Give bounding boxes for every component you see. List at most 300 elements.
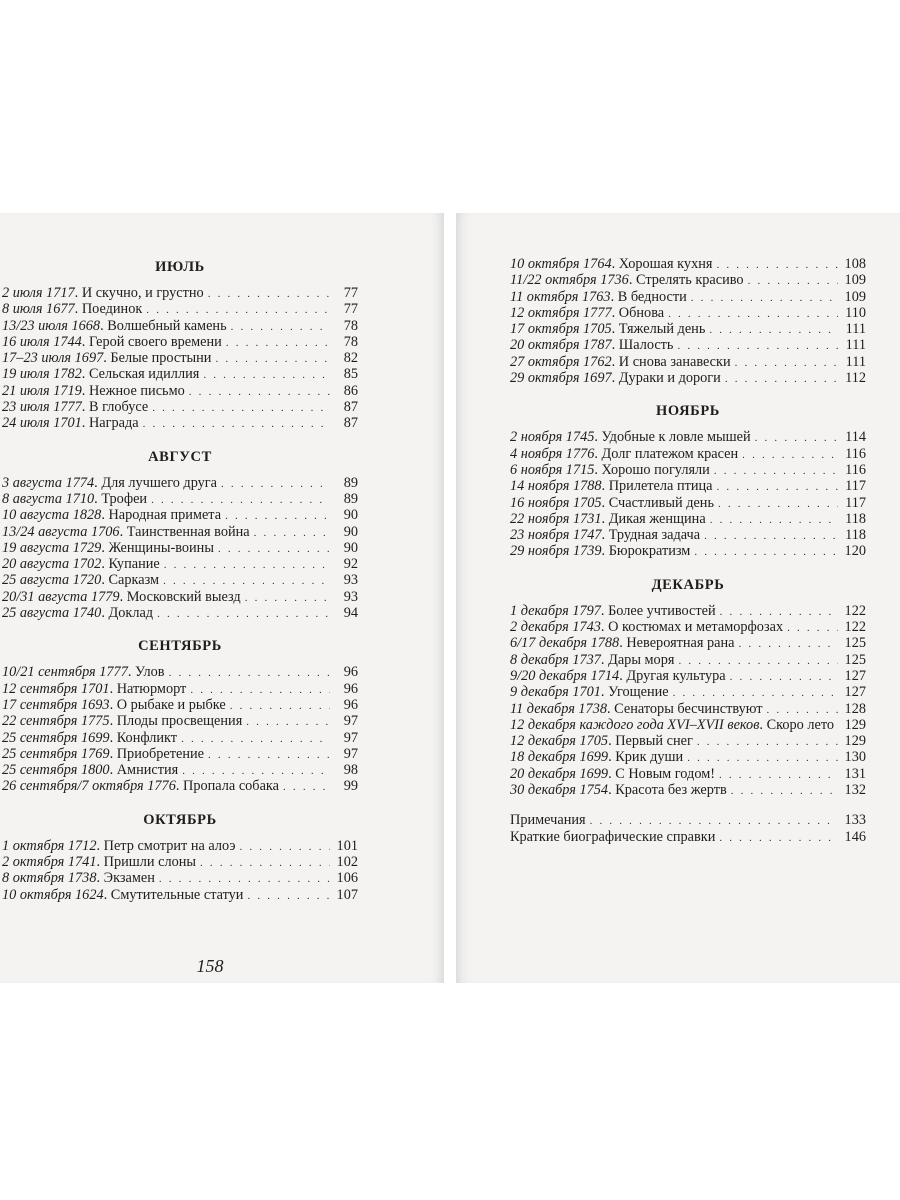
entry-title: В бедности xyxy=(617,288,687,305)
entry-title: Московский выезд xyxy=(126,588,241,605)
entry-date: 22 сентября 1775 xyxy=(2,713,110,730)
entry-date: 11 октября 1763 xyxy=(510,288,611,305)
entry-title: Трофеи xyxy=(101,490,148,507)
entry-separator: . xyxy=(601,543,609,560)
entry-title: Дикая женщина xyxy=(608,510,706,527)
toc-entry xyxy=(510,370,866,386)
entry-separator: . xyxy=(611,304,619,321)
entry-title: Тяжелый день xyxy=(618,321,706,338)
entry-page-number: 77 xyxy=(343,285,358,301)
entry-title: Удобные к ловле мышей xyxy=(601,429,751,446)
entry-title: Улов xyxy=(135,664,165,681)
entry-page-number: 86 xyxy=(343,382,358,399)
dot-leader xyxy=(697,734,838,750)
entry-separator: . xyxy=(101,605,109,622)
entry-date: 20 октября 1787 xyxy=(510,337,612,354)
entry-title: И скучно, и грустно xyxy=(81,285,204,301)
entry-page-number: 132 xyxy=(844,782,866,799)
entry-page-number: 89 xyxy=(343,490,358,507)
entry-date: 8 декабря 1737 xyxy=(510,651,601,668)
entry-title: Пропала собака xyxy=(183,778,280,795)
entry-title: Бюрократизм xyxy=(608,543,691,560)
dot-leader xyxy=(673,685,838,701)
entry-separator: . xyxy=(607,700,615,717)
dot-leader xyxy=(254,525,330,541)
entry-title: Угощение xyxy=(608,684,669,701)
dot-leader xyxy=(221,476,330,492)
entry-title: Нежное письмо xyxy=(88,382,185,399)
entry-separator: . xyxy=(759,716,767,733)
month-heading: СЕНТЯБРЬ xyxy=(138,638,222,655)
entry-title: Хорошо погуляли xyxy=(601,461,710,478)
entry-page-number: 90 xyxy=(343,507,358,524)
section-spacer xyxy=(510,386,866,400)
toc-entry xyxy=(2,762,358,778)
dot-leader xyxy=(678,653,838,669)
entry-date: 25 сентября 1800 xyxy=(2,762,110,779)
entry-date: 12 октября 1777 xyxy=(510,304,612,321)
entry-title: Шалость xyxy=(618,337,674,354)
entry-date: 19 августа 1729 xyxy=(2,539,102,556)
entry-date: 2 октября 1741 xyxy=(2,854,97,871)
dot-leader xyxy=(246,714,330,730)
entry-date: 14 ноября 1788 xyxy=(510,478,602,495)
entry-date: 23 ноября 1747 xyxy=(510,527,602,544)
toc-entry xyxy=(2,540,358,556)
entry-separator: . xyxy=(109,680,117,697)
entry-title: Для лучшего друга xyxy=(101,474,218,491)
entry-separator: . xyxy=(119,588,127,605)
entry-separator: . xyxy=(608,749,616,766)
toc-entry xyxy=(2,507,358,523)
entry-date: 13/24 августа 1706 xyxy=(2,523,120,540)
entry-date: 12 декабря 1705 xyxy=(510,733,609,750)
entry-title: Краткие биографические справки xyxy=(510,828,716,845)
toc-entry xyxy=(2,301,358,317)
dot-leader xyxy=(710,512,838,528)
section-spacer xyxy=(2,432,358,446)
entry-title: Другая культура xyxy=(626,667,726,684)
toc-entry xyxy=(510,478,866,494)
entry-separator: . xyxy=(594,461,602,478)
toc-entry xyxy=(510,511,866,527)
entry-separator: . xyxy=(109,762,117,779)
month-heading: АВГУСТ xyxy=(148,448,212,465)
entry-date: 25 августа 1720 xyxy=(2,572,102,589)
entry-date: 29 октября 1697 xyxy=(510,370,612,387)
entry-title: Невероятная рана xyxy=(626,635,735,652)
toc-entry xyxy=(510,495,866,511)
entry-separator: . xyxy=(611,353,619,370)
dot-leader xyxy=(169,665,330,681)
entry-separator: . xyxy=(611,321,619,338)
entry-separator: . xyxy=(619,667,627,684)
dot-leader xyxy=(739,636,838,652)
entry-page-number: 129 xyxy=(844,733,866,750)
entry-page-number: 114 xyxy=(845,429,866,446)
entry-date: 2 ноября 1745 xyxy=(510,429,595,446)
dot-leader xyxy=(704,528,838,544)
section-spacer xyxy=(2,621,358,635)
entry-date: 4 ноября 1776 xyxy=(510,445,595,462)
entry-page-number: 96 xyxy=(343,696,358,713)
toc-entry xyxy=(2,605,358,621)
entry-title: В глобусе xyxy=(88,399,149,416)
dot-leader xyxy=(157,606,330,622)
entry-title: Прилетела птица xyxy=(608,478,713,495)
dot-leader xyxy=(283,779,330,795)
toc-entry xyxy=(2,491,358,507)
entry-date: 21 июля 1719 xyxy=(2,382,82,399)
toc-entry xyxy=(2,697,358,713)
entry-page-number: 108 xyxy=(844,256,866,272)
toc-entry xyxy=(2,318,358,334)
entry-title: Таинственная война xyxy=(126,523,250,540)
entry-page-number: 118 xyxy=(845,510,866,527)
entry-title: Примечания xyxy=(510,812,586,829)
entry-separator: . xyxy=(628,272,636,289)
entry-separator: . xyxy=(96,870,104,887)
dot-leader xyxy=(164,557,330,573)
dot-leader xyxy=(730,669,838,685)
dot-leader xyxy=(190,682,330,698)
entry-title: Конфликт xyxy=(116,729,178,746)
entry-page-number: 118 xyxy=(845,527,866,544)
entry-page-number: 129 xyxy=(844,716,867,733)
toc-entry xyxy=(2,366,358,382)
dot-leader xyxy=(677,338,838,354)
entry-date: 13/23 июля 1668 xyxy=(2,317,101,334)
entry-title: Сенаторы бесчинствуют xyxy=(614,700,763,717)
entry-title: Счастливый день xyxy=(608,494,714,511)
entry-title: Хорошая кухня xyxy=(618,256,713,272)
entry-date: 12 декабря каждого года XVI–XVII веков xyxy=(510,716,760,733)
entry-page-number: 97 xyxy=(343,745,358,762)
entry-separator: . xyxy=(101,539,109,556)
entry-separator: . xyxy=(96,854,104,871)
entry-date: 8 июля 1677 xyxy=(2,301,75,318)
entry-page-number: 106 xyxy=(336,870,358,887)
toc-entry xyxy=(2,778,358,794)
toc-entry xyxy=(2,664,358,680)
entry-title: Трудная задача xyxy=(608,527,701,544)
entry-page-number: 77 xyxy=(343,301,358,318)
entry-date: 9/20 декабря 1714 xyxy=(510,667,620,684)
toc-entry xyxy=(510,305,866,321)
left-toc-column xyxy=(2,256,358,903)
dot-leader xyxy=(748,273,838,289)
dot-leader xyxy=(714,463,838,479)
dot-leader xyxy=(709,322,838,338)
toc-entry xyxy=(2,399,358,415)
dot-leader xyxy=(787,620,838,636)
entry-separator: . xyxy=(601,527,609,544)
entry-date: 11/22 октября 1736 xyxy=(510,272,629,289)
toc-entry xyxy=(510,289,866,305)
entry-separator: . xyxy=(100,317,108,334)
dot-leader xyxy=(731,783,838,799)
entry-date: 3 августа 1774 xyxy=(2,474,95,491)
entry-page-number: 93 xyxy=(343,572,358,589)
entry-separator: . xyxy=(608,765,616,782)
dot-leader xyxy=(735,355,838,371)
entry-page-number: 85 xyxy=(343,366,358,383)
toc-entry xyxy=(510,619,866,635)
entry-date: 20 декабря 1699 xyxy=(510,765,609,782)
entry-page-number: 87 xyxy=(343,415,358,432)
entry-page-number: 122 xyxy=(844,619,866,636)
entry-date: 16 июля 1744 xyxy=(2,333,82,350)
dot-leader xyxy=(755,430,838,446)
dot-leader xyxy=(247,888,330,904)
entry-page-number: 109 xyxy=(844,272,866,289)
toc-entry xyxy=(510,812,866,828)
entry-page-number: 125 xyxy=(844,651,866,668)
entry-page-number: 89 xyxy=(343,474,358,491)
entry-title: Долг платежом красен xyxy=(601,445,739,462)
dot-leader xyxy=(716,257,838,273)
toc-entry xyxy=(510,354,866,370)
dot-leader xyxy=(691,290,838,306)
entry-separator: . xyxy=(611,337,619,354)
dot-leader xyxy=(742,447,838,463)
section-spacer xyxy=(510,560,866,574)
entry-date: 25 августа 1740 xyxy=(2,605,102,622)
entry-page-number: 94 xyxy=(343,605,358,622)
dot-leader xyxy=(152,400,330,416)
entry-separator: . xyxy=(600,602,609,619)
entry-separator: . xyxy=(109,745,117,762)
entry-date: 6/17 декабря 1788 xyxy=(510,635,620,652)
entry-separator: . xyxy=(74,285,82,301)
entry-date: 30 декабря 1754 xyxy=(510,782,609,799)
entry-title: Дары моря xyxy=(608,651,675,668)
entry-page-number: 82 xyxy=(343,350,358,367)
entry-separator: . xyxy=(101,572,109,589)
entry-title: Обнова xyxy=(618,304,665,321)
entry-page-number: 112 xyxy=(845,370,866,387)
toc-entry xyxy=(510,668,866,684)
entry-date: 12 сентября 1701 xyxy=(2,680,110,697)
entry-page-number: 120 xyxy=(844,543,866,560)
dot-leader xyxy=(151,492,330,508)
toc-entry xyxy=(510,462,866,478)
entry-title: Смутительные статуи xyxy=(110,886,244,903)
entry-page-number: 90 xyxy=(343,523,358,540)
entry-title: О костюмах и метаморфозах xyxy=(608,619,784,636)
entry-date: 27 октября 1762 xyxy=(510,353,612,370)
entry-separator: . xyxy=(611,370,619,387)
toc-entry xyxy=(2,334,358,350)
entry-separator: . xyxy=(74,301,82,318)
entry-title: Более учтивостей xyxy=(608,602,716,619)
entry-date: 8 августа 1710 xyxy=(2,490,95,507)
page-number: 158 xyxy=(196,956,224,976)
entry-separator: . xyxy=(610,288,618,305)
entry-separator: . xyxy=(600,619,609,636)
dot-leader xyxy=(668,306,838,322)
month-heading: ОКТЯБРЬ xyxy=(143,811,217,828)
entry-page-number: 110 xyxy=(845,304,866,321)
toc-entry xyxy=(510,652,866,668)
month-heading: ИЮЛЬ xyxy=(155,259,205,275)
entry-date: 2 июля 1717 xyxy=(2,285,75,301)
toc-entry xyxy=(510,684,866,700)
entry-date: 16 ноября 1705 xyxy=(510,494,602,511)
entry-page-number: 92 xyxy=(343,556,358,573)
book-gutter xyxy=(444,213,456,983)
entry-separator: . xyxy=(81,382,89,399)
dot-leader xyxy=(245,590,330,606)
entry-separator: . xyxy=(601,478,609,495)
right-toc-column xyxy=(510,256,866,845)
entry-date: 2 декабря 1743 xyxy=(510,619,601,636)
toc-entry xyxy=(510,829,866,845)
dot-leader xyxy=(189,384,330,400)
entry-title: Пришли слоны xyxy=(103,854,197,871)
dot-leader xyxy=(230,698,330,714)
toc-entry xyxy=(2,870,358,886)
entry-page-number: 127 xyxy=(844,667,866,684)
entry-separator: . xyxy=(109,713,117,730)
entry-title: С Новым годом! xyxy=(615,765,715,782)
toc-entry xyxy=(2,681,358,697)
entry-page-number: 117 xyxy=(845,478,866,495)
entry-separator: . xyxy=(101,507,109,524)
dot-leader xyxy=(717,479,838,495)
entry-separator: . xyxy=(109,729,117,746)
entry-separator: . xyxy=(103,350,111,367)
entry-title: Герой своего времени xyxy=(88,333,222,350)
entry-separator: . xyxy=(81,415,89,432)
entry-title: Дураки и дороги xyxy=(618,370,721,387)
entry-title: Белые простыни xyxy=(110,350,212,367)
entry-separator: . xyxy=(601,510,609,527)
entry-separator: . xyxy=(96,837,104,854)
entry-title: Красота без жертв xyxy=(615,782,727,799)
entry-date: 8 октября 1738 xyxy=(2,870,97,887)
dot-leader xyxy=(766,702,838,718)
toc-entry xyxy=(510,635,866,651)
entry-page-number: 116 xyxy=(845,461,866,478)
dot-leader xyxy=(208,747,330,763)
entry-date: 10 октября 1624 xyxy=(2,886,104,903)
entry-page-number: 93 xyxy=(343,588,358,605)
dot-leader xyxy=(694,544,838,560)
toc-entry xyxy=(2,524,358,540)
entry-title: Первый снег xyxy=(615,733,693,750)
toc-entry xyxy=(2,415,358,431)
toc-entry xyxy=(2,887,358,903)
toc-entry xyxy=(2,556,358,572)
toc-entry xyxy=(2,713,358,729)
entry-separator: . xyxy=(611,256,619,272)
toc-entry xyxy=(2,589,358,605)
entry-page-number: 96 xyxy=(343,680,358,697)
entry-title: Натюрморт xyxy=(116,680,187,697)
toc-entry xyxy=(510,701,866,717)
toc-entry xyxy=(510,527,866,543)
entry-date: 20 августа 1702 xyxy=(2,556,102,573)
entry-date: 29 ноября 1739 xyxy=(510,543,602,560)
entry-title: Женщины-воины xyxy=(108,539,214,556)
entry-title: Амнистия xyxy=(116,762,179,779)
dot-leader xyxy=(181,731,330,747)
dot-leader xyxy=(163,573,330,589)
section-spacer xyxy=(2,795,358,809)
entry-page-number: 97 xyxy=(343,713,358,730)
dot-leader xyxy=(720,604,838,620)
entry-title: Народная примета xyxy=(108,507,222,524)
entry-date: 18 декабря 1699 xyxy=(510,749,609,766)
entry-page-number: 98 xyxy=(343,762,358,779)
entry-separator: . xyxy=(600,684,609,701)
toc-entry xyxy=(510,717,866,733)
entry-page-number: 78 xyxy=(343,317,358,334)
entry-page-number: 109 xyxy=(844,288,866,305)
entry-title: Сарказм xyxy=(108,572,160,589)
entry-date: 20/31 августа 1779 xyxy=(2,588,120,605)
toc-entry xyxy=(510,749,866,765)
entry-page-number: 90 xyxy=(343,539,358,556)
entry-separator: . xyxy=(619,635,627,652)
entry-title: Награда xyxy=(88,415,139,432)
entry-separator: . xyxy=(594,445,602,462)
toc-entry xyxy=(510,256,866,272)
entry-title: Плоды просвещения xyxy=(116,713,243,730)
toc-entry xyxy=(510,543,866,559)
entry-page-number: 97 xyxy=(343,729,358,746)
dot-leader xyxy=(208,286,330,302)
month-heading: ДЕКАБРЬ xyxy=(651,576,725,593)
dot-leader xyxy=(719,830,838,846)
dot-leader xyxy=(143,416,330,432)
toc-entry xyxy=(510,733,866,749)
entry-page-number: 130 xyxy=(844,749,866,766)
entry-page-number: 111 xyxy=(845,321,866,338)
entry-title: Поединок xyxy=(81,301,143,318)
dot-leader xyxy=(226,335,330,351)
toc-entry xyxy=(510,272,866,288)
dot-leader xyxy=(687,750,838,766)
entry-page-number: 117 xyxy=(845,494,866,511)
entry-title: Петр смотрит на алоэ xyxy=(103,837,236,854)
entry-date: 17 октября 1705 xyxy=(510,321,612,338)
entry-date: 10/21 сентября 1777 xyxy=(2,664,128,681)
entry-title: О рыбаке и рыбке xyxy=(116,696,226,713)
entry-page-number: 125 xyxy=(844,635,866,652)
entry-date: 1 декабря 1797 xyxy=(510,602,601,619)
entry-separator: . xyxy=(81,366,89,383)
entry-separator: . xyxy=(127,664,136,681)
toc-entry xyxy=(510,446,866,462)
entry-separator: . xyxy=(109,696,117,713)
entry-separator: . xyxy=(103,886,111,903)
month-heading: НОЯБРЬ xyxy=(656,403,720,420)
entry-separator: . xyxy=(94,490,102,507)
entry-page-number: 122 xyxy=(844,602,866,619)
entry-page-number: 101 xyxy=(336,837,358,854)
entry-page-number: 99 xyxy=(343,778,358,795)
entry-title: Стрелять красиво xyxy=(636,272,744,289)
entry-title: Скоро лето xyxy=(766,716,835,733)
toc-entry xyxy=(2,475,358,491)
entry-page-number: 87 xyxy=(343,399,358,416)
entry-date: 17 сентября 1693 xyxy=(2,696,110,713)
entry-date: 6 ноября 1715 xyxy=(510,461,595,478)
dot-leader xyxy=(146,302,330,318)
entry-separator: . xyxy=(101,556,109,573)
